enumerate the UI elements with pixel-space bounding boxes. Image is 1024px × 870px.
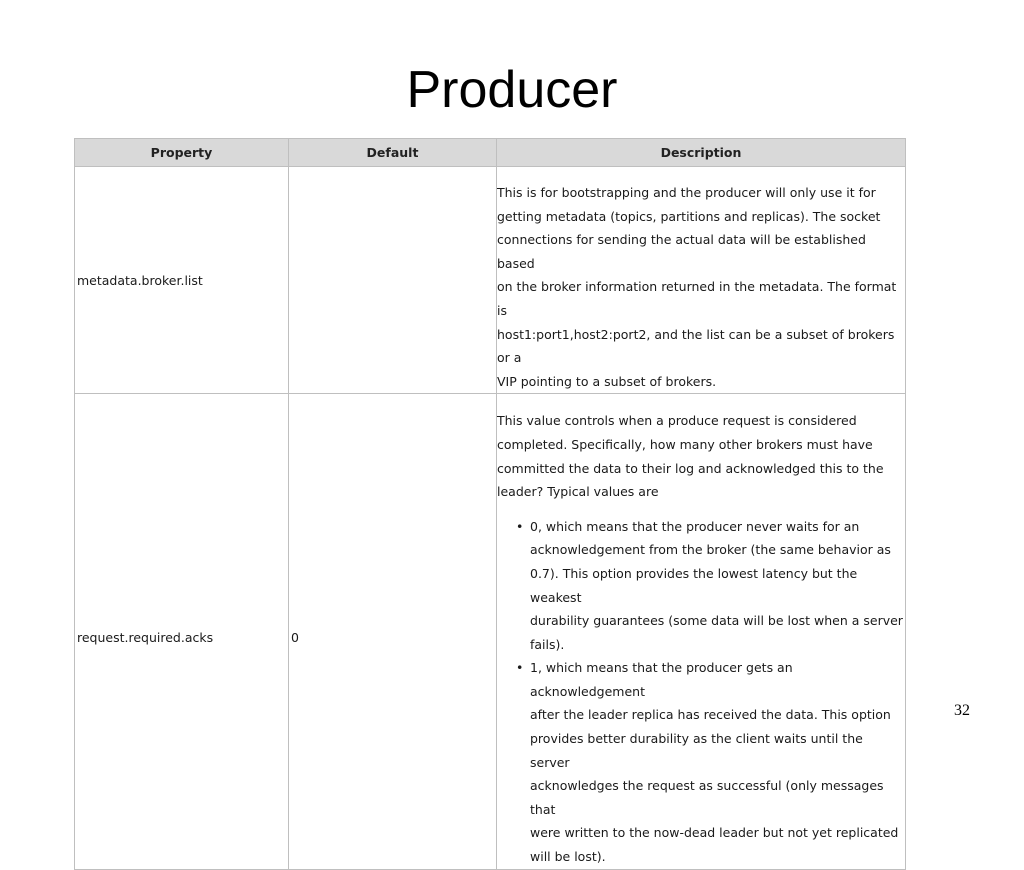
description-text bbox=[497, 394, 903, 868]
description-line: leader? Typical values are bbox=[497, 484, 659, 500]
description-cell bbox=[497, 394, 906, 869]
table-header-row bbox=[75, 139, 906, 167]
table-row bbox=[75, 167, 906, 394]
description-text bbox=[497, 167, 903, 393]
list-item-line: provides better durability as the client waits until the server bbox=[530, 731, 863, 770]
slide-title: Producer bbox=[406, 61, 618, 119]
list-item bbox=[516, 515, 903, 657]
bullet-icon: • bbox=[516, 660, 524, 676]
description-line: on the broker information returned in the metadata. The format is bbox=[497, 279, 897, 318]
bullet-icon: • bbox=[516, 518, 524, 534]
description-line: getting metadata (topics, partitions and replicas). The socket bbox=[497, 208, 881, 224]
acks-values-list bbox=[497, 515, 903, 869]
list-item-line: were written to the now-dead leader but not yet replicated bbox=[530, 825, 899, 841]
properties-table bbox=[74, 138, 906, 870]
default-cell: 0 bbox=[289, 394, 497, 869]
list-item-line: will be lost). bbox=[530, 849, 606, 865]
list-item-line: fails). bbox=[530, 636, 565, 652]
list-item-line: acknowledgement from the broker (the same behavior as bbox=[530, 542, 891, 558]
description-line: completed. Specifically, how many other brokers must have bbox=[497, 436, 873, 452]
list-item-line: acknowledges the request as successful (only messages that bbox=[530, 778, 884, 817]
list-item bbox=[516, 656, 903, 868]
description-cell bbox=[497, 167, 906, 394]
property-cell: metadata.broker.list bbox=[75, 167, 289, 394]
list-item-line: durability guarantees (some data will be lost when a server bbox=[530, 613, 903, 629]
description-line: This value controls when a produce request is considered bbox=[497, 413, 857, 429]
header-property: Property bbox=[75, 139, 289, 167]
list-item-line: 1, which means that the producer gets an acknowledgement bbox=[530, 660, 793, 699]
description-line: VIP pointing to a subset of brokers. bbox=[497, 373, 717, 389]
description-line: committed the data to their log and acknowledged this to the bbox=[497, 460, 884, 476]
default-cell bbox=[289, 167, 497, 394]
list-item-line: after the leader replica has received the data. This option bbox=[530, 707, 891, 723]
table-row bbox=[75, 394, 906, 869]
table-viewport bbox=[74, 138, 906, 865]
property-cell: request.required.acks bbox=[75, 394, 289, 869]
page-number: 32 bbox=[954, 702, 970, 719]
list-item-line: 0, which means that the producer never waits for an bbox=[530, 518, 860, 534]
list-item-line: 0.7). This option provides the lowest latency but the weakest bbox=[530, 565, 858, 605]
description-line: connections for sending the actual data will be established based bbox=[497, 232, 866, 271]
header-description: Description bbox=[497, 139, 906, 167]
description-line: This is for bootstrapping and the producer will only use it for bbox=[497, 185, 876, 200]
header-default: Default bbox=[289, 139, 497, 167]
description-line: host1:port1,host2:port2, and the list can be a subset of brokers or a bbox=[497, 326, 895, 366]
